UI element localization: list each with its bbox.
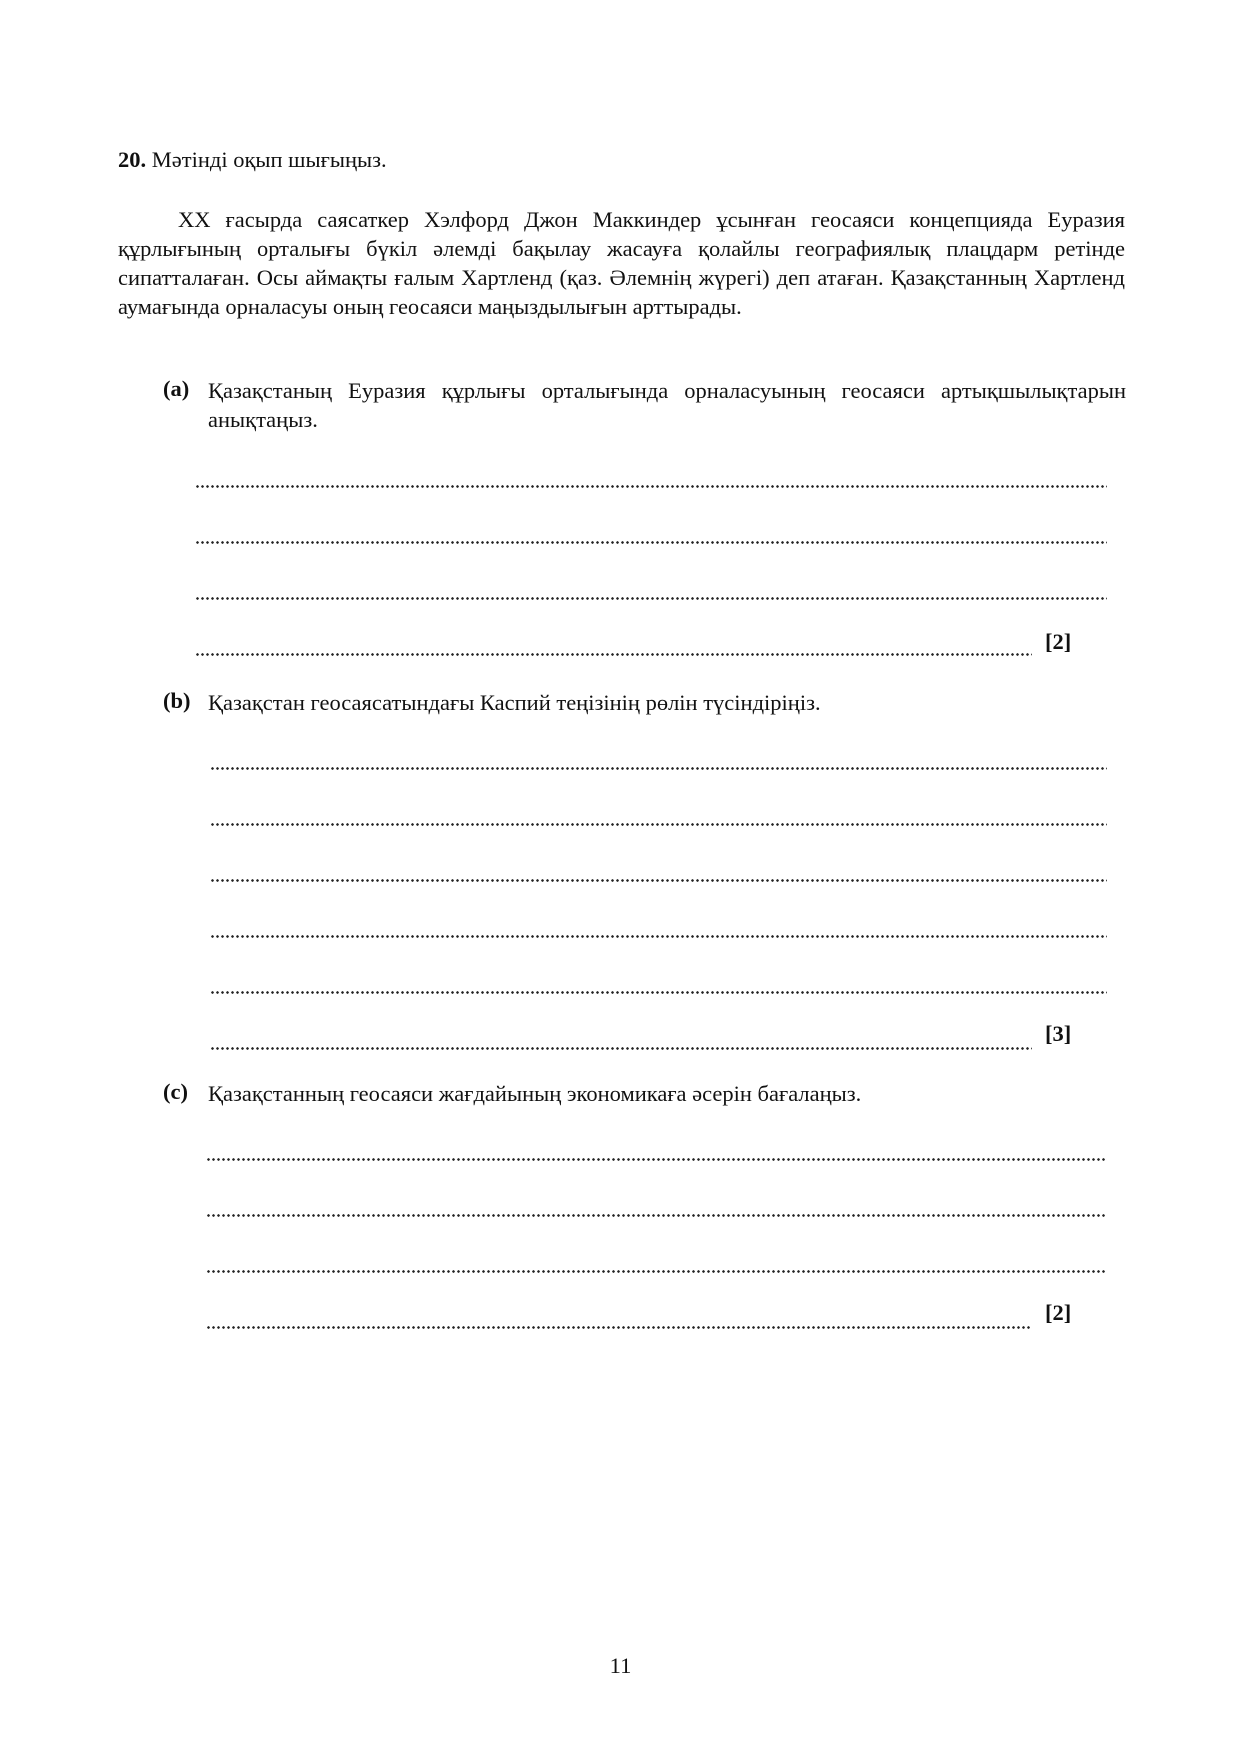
part-a-question-text: Қазақстаның Еуразия құрлығы орталығында орналасуының геосаяси артықшылықтарын анықтаңыз. [208, 378, 1126, 432]
part-c-question: Қазақстанның геосаяси жағдайының экономикаға әсерін бағалаңыз. [208, 1081, 862, 1106]
answer-line-b3[interactable] [210, 879, 1107, 882]
question-instruction: Мәтінді оқып шығыңыз. [151, 147, 387, 172]
answer-line-c3[interactable] [206, 1270, 1107, 1273]
page-number: 11 [609, 1653, 632, 1678]
part-a-mark: [2] [1045, 629, 1072, 654]
answer-line-c1[interactable] [206, 1158, 1107, 1161]
answer-line-b1[interactable] [210, 767, 1107, 770]
question-header [118, 147, 387, 173]
part-c-label: (c) [163, 1079, 188, 1104]
answer-line-c2[interactable] [206, 1214, 1107, 1217]
answer-line-b2[interactable] [210, 823, 1107, 826]
question-number: 20. [118, 147, 147, 172]
answer-line-b4[interactable] [210, 935, 1107, 938]
answer-line-c4[interactable] [206, 1326, 1032, 1329]
part-a-label: (a) [163, 376, 190, 401]
part-a-question [208, 376, 1126, 434]
answer-line-a4[interactable] [195, 653, 1032, 656]
answer-line-a1[interactable] [195, 485, 1107, 488]
answer-line-a3[interactable] [195, 597, 1107, 600]
part-c-mark: [2] [1045, 1300, 1072, 1325]
part-b-mark: [3] [1045, 1021, 1072, 1046]
answer-line-b5[interactable] [210, 991, 1107, 994]
answer-line-a2[interactable] [195, 541, 1107, 544]
part-b-question: Қазақстан геосаясатындағы Каспий теңізінің рөлін түсіндіріңіз. [208, 690, 821, 715]
source-passage: XX ғасырда саясаткер Хэлфорд Джон Маккиндер ұсынған геосаяси концепцияда Еуразия құрлығының орталығы бүкіл әлемді бақылау жасауға қолайлы географиялық плацдарм ретінде сипатталаған. Осы аймақты ғалым Хартленд (қаз. Әлемнің жүрегі) деп атаған. Қазақстанның Хартленд аумағында орналасуы оның геосаяси маңыздылығын арттырады. [118, 207, 1125, 319]
answer-line-b6[interactable] [210, 1047, 1032, 1050]
part-b-label: (b) [163, 688, 191, 713]
